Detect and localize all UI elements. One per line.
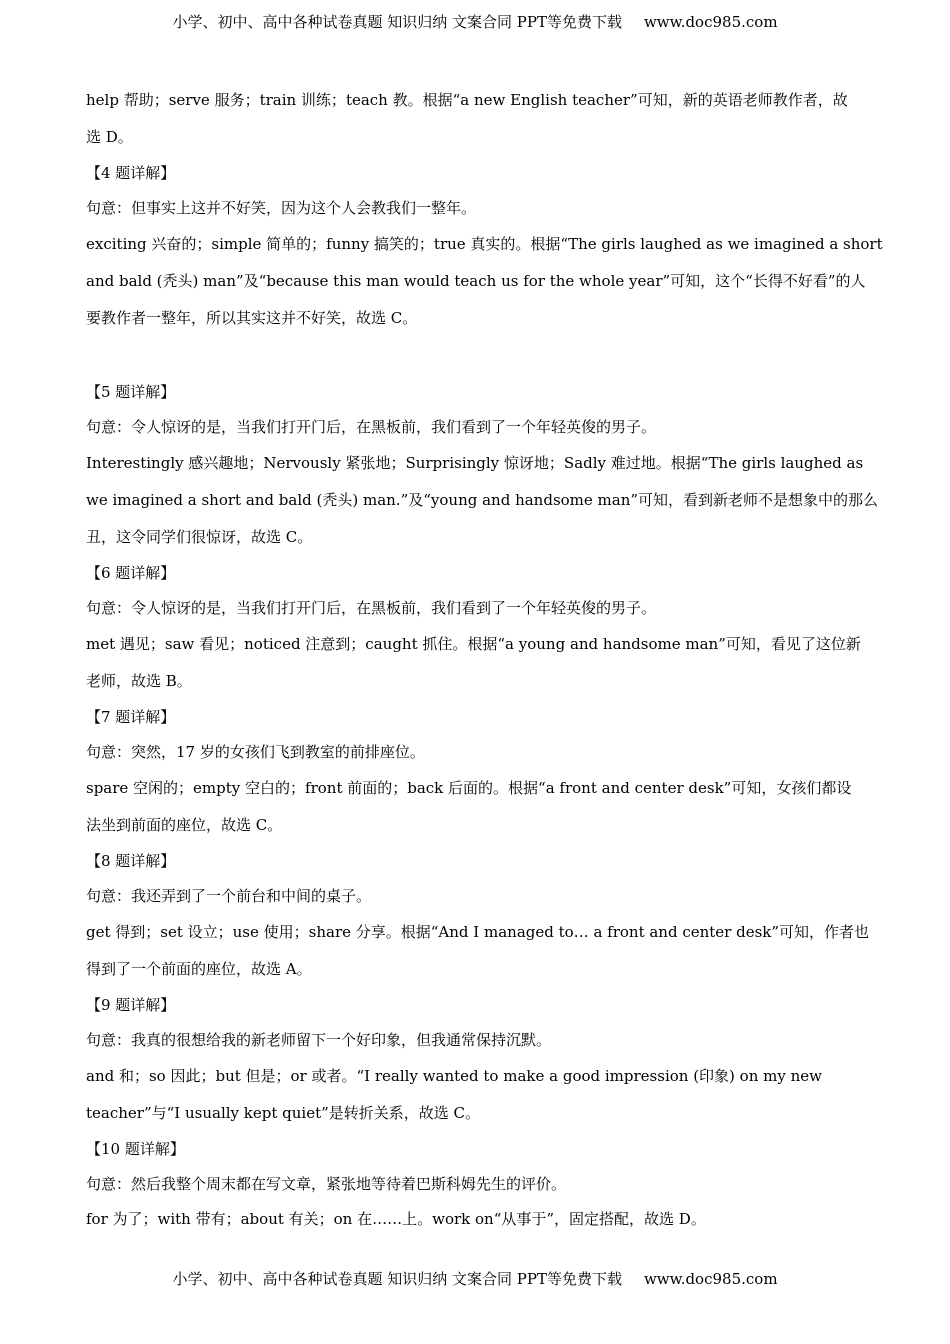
q9-line-2: teacher”与“I usually kept quiet”是转折关系，故选 C。	[86, 1104, 481, 1122]
q7-explanation	[86, 700, 866, 844]
q4-line-1: exciting 兴奋的；simple 简单的；funny 搞笑的；true 真实的。根据“The girls laughed as we imagined a short	[86, 235, 883, 253]
q8-heading: 【8 题详解】	[86, 852, 176, 870]
q9-explanation	[86, 988, 866, 1132]
q7-heading: 【7 题详解】	[86, 708, 176, 726]
q4-line-3: 要教作者一整年，所以其实这并不好笑，故选 C。	[86, 309, 418, 327]
q9-sentence: 句意：我真的很想给我的新老师留下一个好印象，但我通常保持沉默。	[86, 1031, 552, 1049]
q4-heading: 【4 题详解】	[86, 164, 176, 182]
q6-heading: 【6 题详解】	[86, 564, 176, 582]
q5-line-1: Interestingly 感兴趣地；Nervously 紧张地；Surprisingly 惊讶地；Sadly 难过地。根据“The girls laughed as	[86, 454, 864, 472]
footer-text: 小学、初中、高中各种试卷真题 知识归纳 文案合同 PPT等免费下载	[172, 1270, 622, 1288]
q10-heading: 【10 题详解】	[86, 1140, 185, 1158]
q6-explanation	[86, 556, 866, 700]
q6-line-2: 老师，故选 B。	[86, 672, 192, 690]
q6-sentence: 句意：令人惊讶的是，当我们打开门后，在黑板前，我们看到了一个年轻英俊的男子。	[86, 599, 657, 617]
q3-explanation	[86, 82, 866, 156]
q3-line-1: help 帮助；serve 服务；train 训练；teach 教。根据“a new English teacher”可知，新的英语老师教作者，故	[86, 91, 848, 109]
q9-heading: 【9 题详解】	[86, 996, 176, 1014]
q10-line-1: for 为了；with 带有；about 有关；on 在……上。work on“从事于”，固定搭配，故选 D。	[86, 1210, 706, 1228]
section-spacer	[86, 337, 866, 375]
q7-line-1: spare 空闲的；empty 空白的；front 前面的；back 后面的。根据“a front and center desk”可知，女孩们都设	[86, 779, 852, 797]
q5-heading: 【5 题详解】	[86, 383, 176, 401]
q3-line-2: 选 D。	[86, 128, 133, 146]
q8-sentence: 句意：我还弄到了一个前台和中间的桌子。	[86, 887, 372, 905]
q10-explanation	[86, 1132, 866, 1237]
q5-line-2: we imagined a short and bald (秃头) man.”及“young and handsome man”可知，看到新老师不是想象中的那么	[86, 491, 879, 509]
q5-line-3: 丑，这令同学们很惊讶，故选 C。	[86, 528, 313, 546]
q8-explanation	[86, 844, 870, 988]
q7-line-2: 法坐到前面的座位，故选 C。	[86, 816, 283, 834]
q6-line-1: met 遇见；saw 看见；noticed 注意到；caught 抓住。根据“a young and handsome man”可知，看见了这位新	[86, 635, 861, 653]
footer-site-link[interactable]: www.doc985.com	[643, 1270, 778, 1288]
page-header	[0, 12, 950, 32]
page-footer	[0, 1269, 950, 1289]
answer-explanations	[86, 82, 883, 1237]
q10-sentence: 句意：然后我整个周末都在写文章，紧张地等待着巴斯科姆先生的评价。	[86, 1175, 567, 1193]
q5-explanation	[86, 375, 879, 556]
header-site-link[interactable]: www.doc985.com	[643, 13, 778, 31]
q8-line-2: 得到了一个前面的座位，故选 A。	[86, 960, 312, 978]
q5-sentence: 句意：令人惊讶的是，当我们打开门后，在黑板前，我们看到了一个年轻英俊的男子。	[86, 418, 657, 436]
q4-sentence: 句意：但事实上这并不好笑，因为这个人会教我们一整年。	[86, 199, 477, 217]
q4-explanation	[86, 156, 883, 337]
q4-line-2: and bald (秃头) man”及“because this man would teach us for the whole year”可知，这个“长得不好看”的人	[86, 272, 866, 290]
q7-sentence: 句意：突然，17 岁的女孩们飞到教室的前排座位。	[86, 743, 425, 761]
q9-line-1: and 和；so 因此；but 但是；or 或者。“I really wanted to make a good impression (印象) on my new	[86, 1067, 822, 1085]
header-text: 小学、初中、高中各种试卷真题 知识归纳 文案合同 PPT等免费下载	[172, 13, 622, 31]
q8-line-1: get 得到；set 设立；use 使用；share 分享。根据“And I managed to… a front and center desk”可知，作者也	[86, 923, 870, 941]
